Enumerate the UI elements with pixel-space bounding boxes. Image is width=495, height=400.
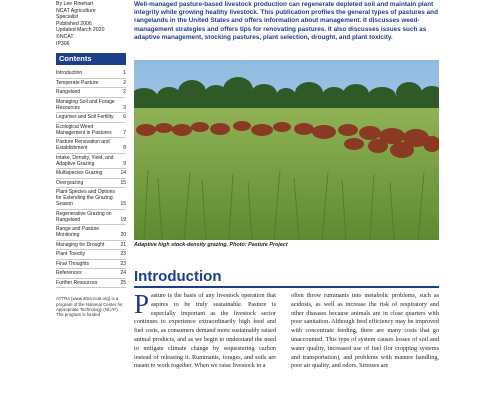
toc-entry[interactable] bbox=[56, 154, 126, 170]
toc-entry-page: 7 bbox=[123, 129, 126, 136]
toc-entry-page: 23 bbox=[120, 251, 126, 258]
section-rule bbox=[134, 286, 439, 288]
toc-entry-page: 25 bbox=[120, 279, 126, 286]
toc-entry[interactable] bbox=[56, 169, 126, 179]
toc-entry-title: Multispecies Grazing bbox=[56, 170, 103, 177]
toc-entry[interactable] bbox=[56, 123, 126, 139]
toc-entry-page: 1 bbox=[123, 70, 126, 77]
toc-entry[interactable] bbox=[56, 269, 126, 279]
toc-entry-title: Further Resources bbox=[56, 279, 98, 286]
author-credits bbox=[56, 1, 126, 47]
toc-entry-page: 23 bbox=[120, 260, 126, 267]
toc-entry[interactable] bbox=[56, 260, 126, 270]
section-title: Introduction bbox=[134, 268, 222, 285]
toc-entry-title: Pasture Renovation and Establishment bbox=[56, 139, 110, 152]
toc-entry-title: Final Thoughts bbox=[56, 260, 89, 267]
toc-entry[interactable] bbox=[56, 138, 126, 154]
attra-note-text: ATTRA (www.attra.ncat.org) is a program of the National Center for Appropriate Technology (NCAT). The program is funded bbox=[56, 296, 123, 318]
toc-entry-page: 15 bbox=[120, 179, 126, 186]
toc-entry-title: Overgrazing bbox=[56, 179, 84, 186]
toc-entry[interactable] bbox=[56, 69, 126, 79]
intro-column-2 bbox=[291, 292, 439, 371]
photo-caption: Adaptive high stock-density grazing. Photo: Pasture Project bbox=[134, 242, 288, 248]
toc-entry[interactable] bbox=[56, 88, 126, 98]
toc-entry-page: 8 bbox=[123, 145, 126, 152]
intro-text-2: often throw ruminants into metabolic problems, such as acidosis, as well as increase the risk of respiratory and other diseases because animals are in close quarters with poor sanitation. Although feed efficiency may be improved with concentrate feeding, there are many costs that go unaccounted. This type of system causes losses of soil and water quality, increased use of fuel (for cropping systems and transportation), and problems with manure handling, poor air quality, and odors. Stresses are bbox=[291, 292, 439, 370]
toc-entry[interactable] bbox=[56, 98, 126, 114]
toc-entry-title: Range and Pasture Monitoring bbox=[56, 226, 100, 239]
credit-line: NCAT Agriculture bbox=[56, 7, 96, 14]
toc-entry-title: Managing Soil and Forage Resources bbox=[56, 98, 115, 111]
toc-entry-page: 19 bbox=[120, 216, 126, 223]
toc-entry-page: 9 bbox=[123, 160, 126, 167]
toc-entry-title: Legumes and Soil Fertility bbox=[56, 114, 114, 121]
main-content bbox=[134, 0, 439, 42]
toc-entry-page: 2 bbox=[123, 89, 126, 96]
toc-entry-page: 15 bbox=[120, 201, 126, 208]
toc-entry[interactable] bbox=[56, 241, 126, 251]
toc-entry[interactable] bbox=[56, 113, 126, 123]
credit-line: Published 2006 bbox=[56, 20, 92, 27]
toc-entry-title: Introduction bbox=[56, 70, 83, 77]
abstract: Well-managed pasture-based livestock production can regenerate depleted soil and maintain plant integrity while growing healthy livestock. This publication profiles the general types of pastures and rangelands in the United States and offers information about management. It discusses weed-management strategies and offers tips for renovating pastures. It also discusses issues such as adaptive management, stocking pastures, plant selection, drought, and plant toxicity. bbox=[134, 1, 438, 41]
credit-line: IP306 bbox=[56, 40, 70, 47]
toc-entry-page: 20 bbox=[120, 232, 126, 239]
contents-heading: Contents bbox=[56, 53, 126, 65]
toc-entry-page: 6 bbox=[123, 114, 126, 121]
toc-entry[interactable] bbox=[56, 188, 126, 210]
cattle-grazing-image bbox=[134, 60, 439, 240]
toc-entry-title: Plant Species and Options for Extending the Grazing Season bbox=[56, 189, 115, 208]
credit-line: By Lee Rinehart bbox=[56, 1, 94, 7]
toc-entry-title: Managing for Drought bbox=[56, 241, 105, 248]
toc-entry[interactable] bbox=[56, 250, 126, 260]
toc-entry-page: 24 bbox=[120, 270, 126, 277]
toc-entry-page: 3 bbox=[123, 104, 126, 111]
credit-line: ©NCAT bbox=[56, 33, 74, 40]
toc-entry[interactable] bbox=[56, 179, 126, 189]
toc-entry-page: 14 bbox=[120, 170, 126, 177]
toc-entry-page: 2 bbox=[123, 79, 126, 86]
toc-entry[interactable] bbox=[56, 79, 126, 89]
toc-entry-title: Intake, Density, Yield, and Adaptive Grazing bbox=[56, 154, 114, 167]
toc-entry-title: Plant Toxicity bbox=[56, 251, 86, 258]
toc-entry[interactable] bbox=[56, 225, 126, 241]
drop-cap: P bbox=[134, 289, 150, 319]
credit-line: Updated March 2020 bbox=[56, 27, 105, 34]
toc-entry-title: Ecological Weed Management in Pastures bbox=[56, 123, 112, 136]
toc-entry-title: Regenerative Grazing on Rangeland bbox=[56, 210, 112, 223]
sidebar bbox=[56, 0, 126, 400]
toc-entry-title: Temperate Pasture bbox=[56, 79, 99, 86]
toc-entry-title: References bbox=[56, 270, 82, 277]
toc-entry-page: 21 bbox=[120, 241, 126, 248]
toc-entry[interactable] bbox=[56, 210, 126, 226]
toc-entry-title: Rangeland bbox=[56, 89, 81, 96]
pasture-photo bbox=[134, 60, 439, 240]
table-of-contents bbox=[56, 69, 126, 288]
intro-text-1: asture is the basis of any livestock operation that aspires to be truly sustainable. Pasture is especially important as the livestock sector continues to experience extraordinarily high feed and fuel costs, as consumers demand more sustainably raised animal products, and as we begin to understand the need to mitigate climate change by sequestering carbon instead of releasing it. Ruminants, forages, and soils are meant to work together. When we raise livestock in a bbox=[134, 292, 276, 370]
attra-note bbox=[56, 296, 126, 318]
intro-column-1 bbox=[134, 289, 276, 371]
credit-line: Specialist bbox=[56, 14, 79, 21]
toc-entry[interactable] bbox=[56, 279, 126, 289]
